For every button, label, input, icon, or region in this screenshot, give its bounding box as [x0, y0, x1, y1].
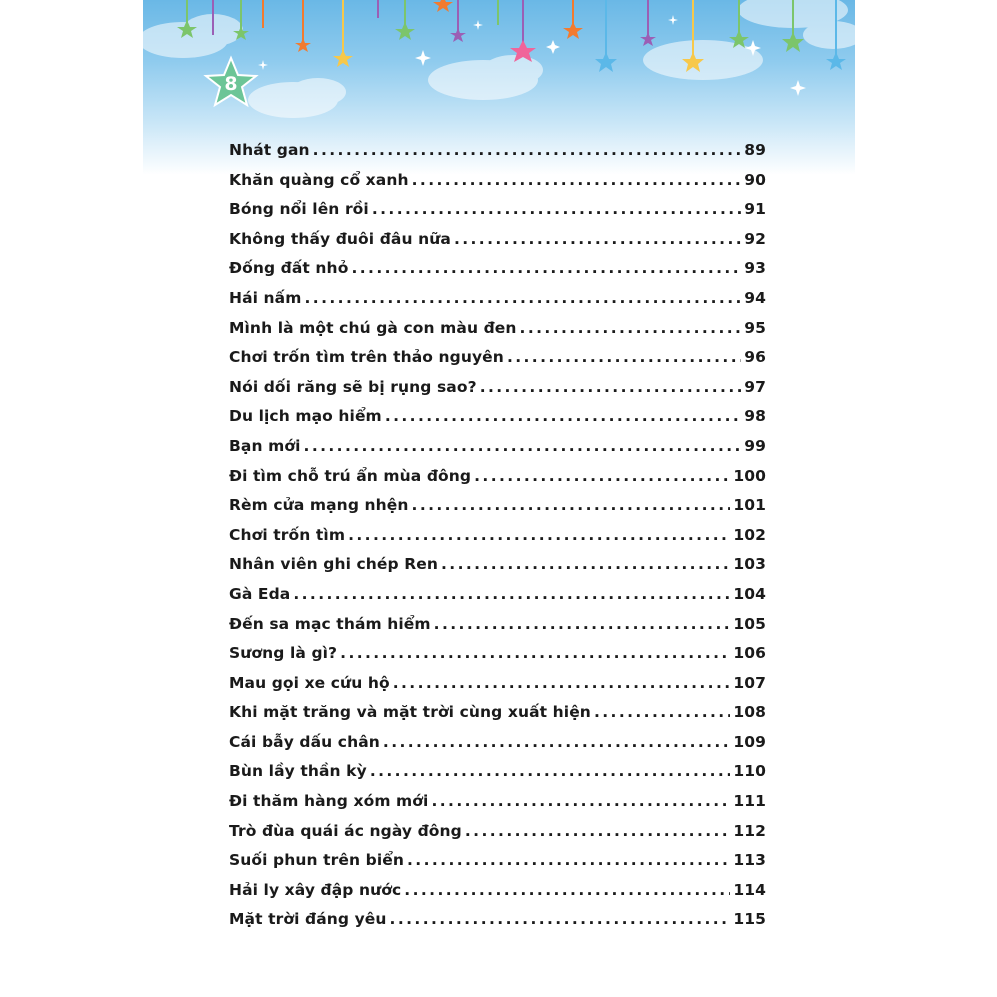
toc-entry-page: 103 — [733, 555, 766, 574]
toc-entry-title: Chơi trốn tìm trên thảo nguyên — [229, 348, 504, 367]
toc-entry-page: 95 — [744, 318, 766, 337]
toc-entry-title: Bùn lầy thần kỳ — [229, 762, 367, 781]
toc-entry — [229, 166, 766, 196]
toc-leader-dots — [465, 817, 730, 847]
toc-entry-page: 97 — [744, 377, 766, 396]
toc-leader-dots — [412, 491, 731, 521]
toc-entry-title: Chơi trốn tìm — [229, 525, 346, 544]
toc-entry-title: Bóng nổi lên rồi — [229, 200, 369, 219]
toc-entry-title: Đống đất nhỏ — [229, 259, 349, 278]
toc-entry-title: Hái nấm — [229, 288, 302, 307]
toc-leader-dots — [313, 136, 742, 166]
toc-leader-dots — [305, 284, 742, 314]
toc-leader-dots — [441, 550, 730, 580]
toc-entry — [229, 757, 766, 787]
toc-entry-title: Mau gọi xe cứu hộ — [229, 673, 390, 692]
toc-entry — [229, 462, 766, 492]
toc-entry-title: Không thấy đuôi đâu nữa — [229, 229, 451, 248]
toc-entry-page: 99 — [744, 436, 766, 455]
toc-entry — [229, 254, 766, 284]
toc-entry-title: Du lịch mạo hiểm — [229, 407, 382, 426]
toc-entry — [229, 669, 766, 699]
toc-leader-dots — [454, 225, 741, 255]
toc-entry-page: 90 — [744, 170, 766, 189]
toc-entry-page: 89 — [744, 141, 766, 159]
toc-entry-page: 107 — [733, 673, 766, 692]
toc-entry-title: Đến sa mạc thám hiểm — [229, 614, 431, 633]
toc-entry — [229, 639, 766, 669]
toc-entry-page: 104 — [733, 584, 766, 603]
toc-entry — [229, 314, 766, 344]
toc-leader-dots — [372, 195, 741, 225]
toc-leader-dots — [431, 787, 730, 817]
toc-entry — [229, 432, 766, 462]
toc-entry-page: 115 — [733, 910, 766, 929]
toc-entry — [229, 195, 766, 225]
toc-leader-dots — [594, 698, 730, 728]
toc-entry — [229, 373, 766, 403]
toc-entry-page: 110 — [733, 762, 766, 781]
toc-entry — [229, 846, 766, 876]
toc-entry-page: 92 — [744, 229, 766, 248]
toc-entry — [229, 284, 766, 314]
toc-entry-page: 101 — [733, 496, 766, 515]
toc-entry-title: Khi mặt trăng và mặt trời cùng xuất hiện — [229, 703, 591, 722]
toc-entry-title: Bạn mới — [229, 436, 301, 455]
toc-entry-page: 93 — [744, 259, 766, 278]
toc-entry-title: Nhân viên ghi chép Ren — [229, 555, 439, 574]
toc-entry — [229, 905, 766, 935]
toc-entry — [229, 876, 766, 906]
toc-entry-page: 109 — [733, 732, 766, 751]
toc-leader-dots — [348, 521, 730, 551]
toc-entry-page: 113 — [733, 851, 766, 870]
toc-leader-dots — [474, 462, 730, 492]
toc-entry-title: Rèm cửa mạng nhện — [229, 496, 409, 515]
toc-entry-page: 108 — [733, 703, 766, 722]
toc-entry — [229, 580, 766, 610]
toc-leader-dots — [407, 846, 730, 876]
toc-leader-dots — [385, 402, 741, 432]
toc-entry-page: 91 — [744, 200, 766, 219]
toc-entry — [229, 550, 766, 580]
toc-entry-title: Đi thăm hàng xóm mới — [229, 792, 429, 811]
toc-leader-dots — [340, 639, 730, 669]
toc-entry — [229, 698, 766, 728]
toc-leader-dots — [293, 580, 730, 610]
toc-entry-title: Nói dối răng sẽ bị rụng sao? — [229, 377, 477, 396]
toc-leader-dots — [507, 343, 741, 373]
toc-entry-title: Trò đùa quái ác ngày đông — [229, 821, 462, 840]
toc-entry — [229, 136, 766, 166]
toc-leader-dots — [304, 432, 742, 462]
toc-entry — [229, 521, 766, 551]
toc-entry-page: 106 — [733, 644, 766, 663]
toc-entry-title: Hải ly xây đập nước — [229, 880, 402, 899]
toc-entry-page: 105 — [733, 614, 766, 633]
toc-entry-title: Gà Eda — [229, 584, 291, 603]
toc-entry-title: Sương là gì? — [229, 644, 338, 663]
toc-leader-dots — [370, 757, 731, 787]
table-of-contents — [229, 136, 766, 935]
toc-leader-dots — [404, 876, 730, 906]
toc-entry-page: 114 — [733, 880, 766, 899]
toc-leader-dots — [383, 728, 730, 758]
toc-entry-page: 98 — [744, 407, 766, 426]
toc-entry-page: 94 — [744, 288, 766, 307]
toc-entry-title: Nhát gan — [229, 141, 310, 159]
toc-entry — [229, 728, 766, 758]
toc-entry-title: Mặt trời đáng yêu — [229, 910, 387, 929]
book-page — [143, 0, 855, 997]
toc-entry-title: Khăn quàng cổ xanh — [229, 170, 409, 189]
toc-entry — [229, 402, 766, 432]
page-number: 8 — [224, 73, 238, 95]
toc-entry — [229, 610, 766, 640]
toc-leader-dots — [390, 905, 731, 935]
toc-leader-dots — [480, 373, 742, 403]
toc-entry-title: Suối phun trên biển — [229, 851, 405, 870]
toc-entry-page: 111 — [733, 792, 766, 811]
toc-entry-title: Mình là một chú gà con màu đen — [229, 318, 517, 337]
toc-leader-dots — [351, 254, 741, 284]
toc-entry — [229, 787, 766, 817]
toc-entry — [229, 343, 766, 373]
toc-entry-title: Cái bẫy dấu chân — [229, 732, 380, 751]
toc-entry-page: 100 — [733, 466, 766, 485]
toc-entry-page: 112 — [733, 821, 766, 840]
toc-leader-dots — [412, 166, 742, 196]
toc-entry-page: 96 — [744, 348, 766, 367]
toc-entry — [229, 491, 766, 521]
toc-entry — [229, 817, 766, 847]
toc-entry-title: Đi tìm chỗ trú ẩn mùa đông — [229, 466, 472, 485]
toc-entry-page: 102 — [733, 525, 766, 544]
toc-entry — [229, 225, 766, 255]
toc-leader-dots — [434, 610, 731, 640]
toc-leader-dots — [393, 669, 731, 699]
toc-leader-dots — [520, 314, 742, 344]
